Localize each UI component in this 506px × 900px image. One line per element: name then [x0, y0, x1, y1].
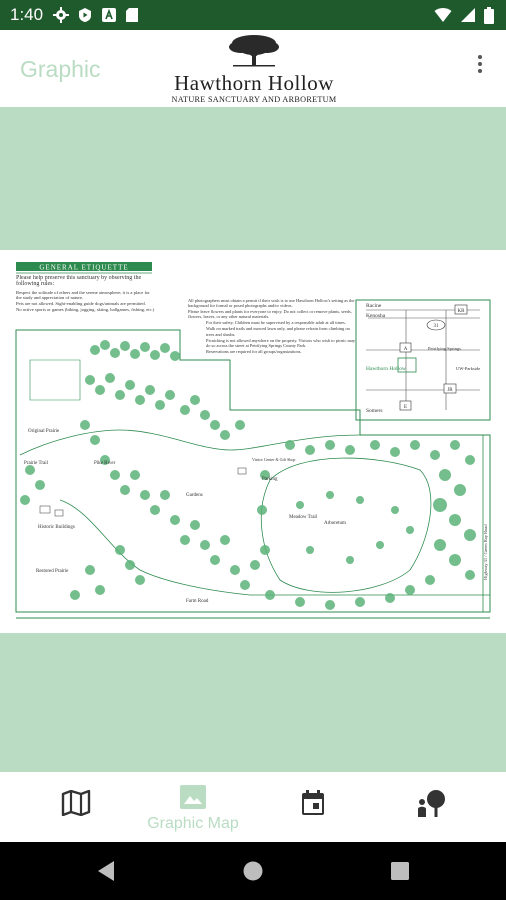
home-icon[interactable]	[243, 861, 263, 881]
locator-a: A	[403, 347, 408, 352]
nav-label-graphic-map: Graphic Map	[147, 815, 239, 832]
locator-jr: JR	[447, 388, 453, 393]
logo-subtitle: NATURE SANCTUARY AND ARBORETUM	[171, 95, 337, 104]
map-icon	[61, 790, 91, 816]
locator-route: 31	[433, 324, 439, 329]
overflow-menu-button[interactable]	[474, 52, 486, 82]
label-historic-buildings: Historic Buildings	[38, 525, 75, 530]
locator-map	[356, 300, 490, 420]
app-title: Graphic	[20, 56, 101, 82]
label-highway: Highway 31 / Green Bay Road	[483, 524, 488, 580]
rules-intro: Please help preserve this sanctuary by observing the following rules:	[16, 275, 142, 288]
rule-item: Picnicking is not allowed anywhere on the property. Visitors who wish to picnic may do so across the street at Petrifying Springs County Park.	[206, 337, 356, 348]
locator-racine: Racine	[366, 303, 382, 309]
wifi-icon	[434, 7, 452, 23]
label-original-prairie: Original Prairie	[28, 429, 60, 434]
label-prairie-trail: Prairie Trail	[24, 461, 49, 466]
bottom-navigation	[0, 772, 506, 842]
label-farm-road: Farm Road	[186, 599, 209, 604]
locator-kenosha: Kenosha	[366, 313, 386, 319]
rule-item: All photographers must obtain a permit if their wish is to use Hawthorn Hollow's setting as the background for formal or posed photographs and/or videos.	[188, 298, 355, 309]
status-bar	[0, 0, 506, 30]
tree-logo-icon	[157, 33, 351, 73]
locator-e: E	[403, 405, 408, 410]
label-arboretum: Arboretum	[324, 521, 346, 526]
graphic-map-image[interactable]	[0, 250, 506, 633]
tree-person-icon	[417, 790, 447, 818]
app-bar	[0, 30, 506, 107]
label-parking: Parking	[262, 477, 278, 482]
nav-item-graphic-map[interactable]	[130, 772, 256, 842]
graphic-map-viewer[interactable]	[0, 107, 506, 772]
rule-item: Reservations are required for all groups/organizations.	[206, 348, 302, 354]
label-gardens: Gardens	[186, 493, 203, 498]
system-navigation-bar	[0, 842, 506, 900]
label-meadow-trail: Meadow Trail	[289, 515, 318, 520]
notification-icons	[53, 7, 139, 23]
etiquette-heading: GENERAL ETIQUETTE	[39, 263, 129, 272]
nav-item-events[interactable]	[250, 772, 376, 842]
play-protect-icon	[77, 7, 93, 23]
image-icon	[180, 785, 206, 809]
hawthorn-hollow-logo	[157, 33, 351, 105]
rule-item: Pets are not allowed. Sight-enabling guide dogs/animals are permitted.	[16, 301, 146, 307]
rule-item: Respect the solitude of others and the serene atmosphere; it is a place for the study and appreciation of nature.	[16, 289, 150, 301]
overflow-dot	[478, 55, 482, 59]
locator-kr: KR	[457, 309, 465, 314]
map-illustration	[0, 250, 506, 633]
logo-name: Hawthorn Hollow	[174, 71, 334, 95]
historic-building	[40, 506, 50, 513]
rule-item: Please leave flowers and plants for everyone to enjoy. Do not collect or remove plants, seeds, flowers, leaves, or any other natural materials.	[188, 309, 352, 320]
label-visitor-center: Visitor Center & Gift Shop	[252, 457, 296, 462]
nav-item-map[interactable]	[13, 772, 139, 842]
locator-petrifying: Petrifying Springs	[428, 346, 461, 351]
gear-icon	[53, 7, 69, 23]
label-restored-prairie: Restored Prairie	[36, 569, 69, 574]
back-icon[interactable]	[96, 860, 116, 882]
recents-icon[interactable]	[391, 862, 409, 880]
locator-hawthorn: Hawthorn Hollow	[366, 366, 406, 372]
rules-right-block	[188, 298, 356, 428]
battery-icon	[484, 7, 494, 24]
overflow-dot	[478, 62, 482, 66]
historic-building	[55, 510, 63, 516]
rule-item: Walk on marked trails and mowed lawn only, and please refrain from climbing on trees and shrubs.	[206, 326, 350, 337]
nav-item-about[interactable]	[369, 772, 495, 842]
label-pike-river: Pike River	[94, 461, 116, 466]
locator-uw: UW-Parkside	[456, 366, 481, 371]
calendar-icon	[301, 790, 325, 816]
app-a-icon	[101, 7, 117, 23]
status-time: 1:40	[10, 5, 44, 24]
system-status-icons	[434, 7, 494, 24]
locator-somers: Somers	[366, 408, 383, 414]
rules-left-block	[16, 275, 156, 350]
sd-card-icon	[125, 7, 139, 23]
rule-item: No active sports or games (biking, jogging, skiing, ballgames, fishing, etc.)	[16, 307, 155, 313]
rule-item: For their safety, Children must be supervised by a responsible adult at all times.	[206, 320, 346, 326]
signal-icon	[460, 7, 476, 23]
visitor-center-building	[238, 468, 246, 474]
overflow-dot	[478, 69, 482, 73]
